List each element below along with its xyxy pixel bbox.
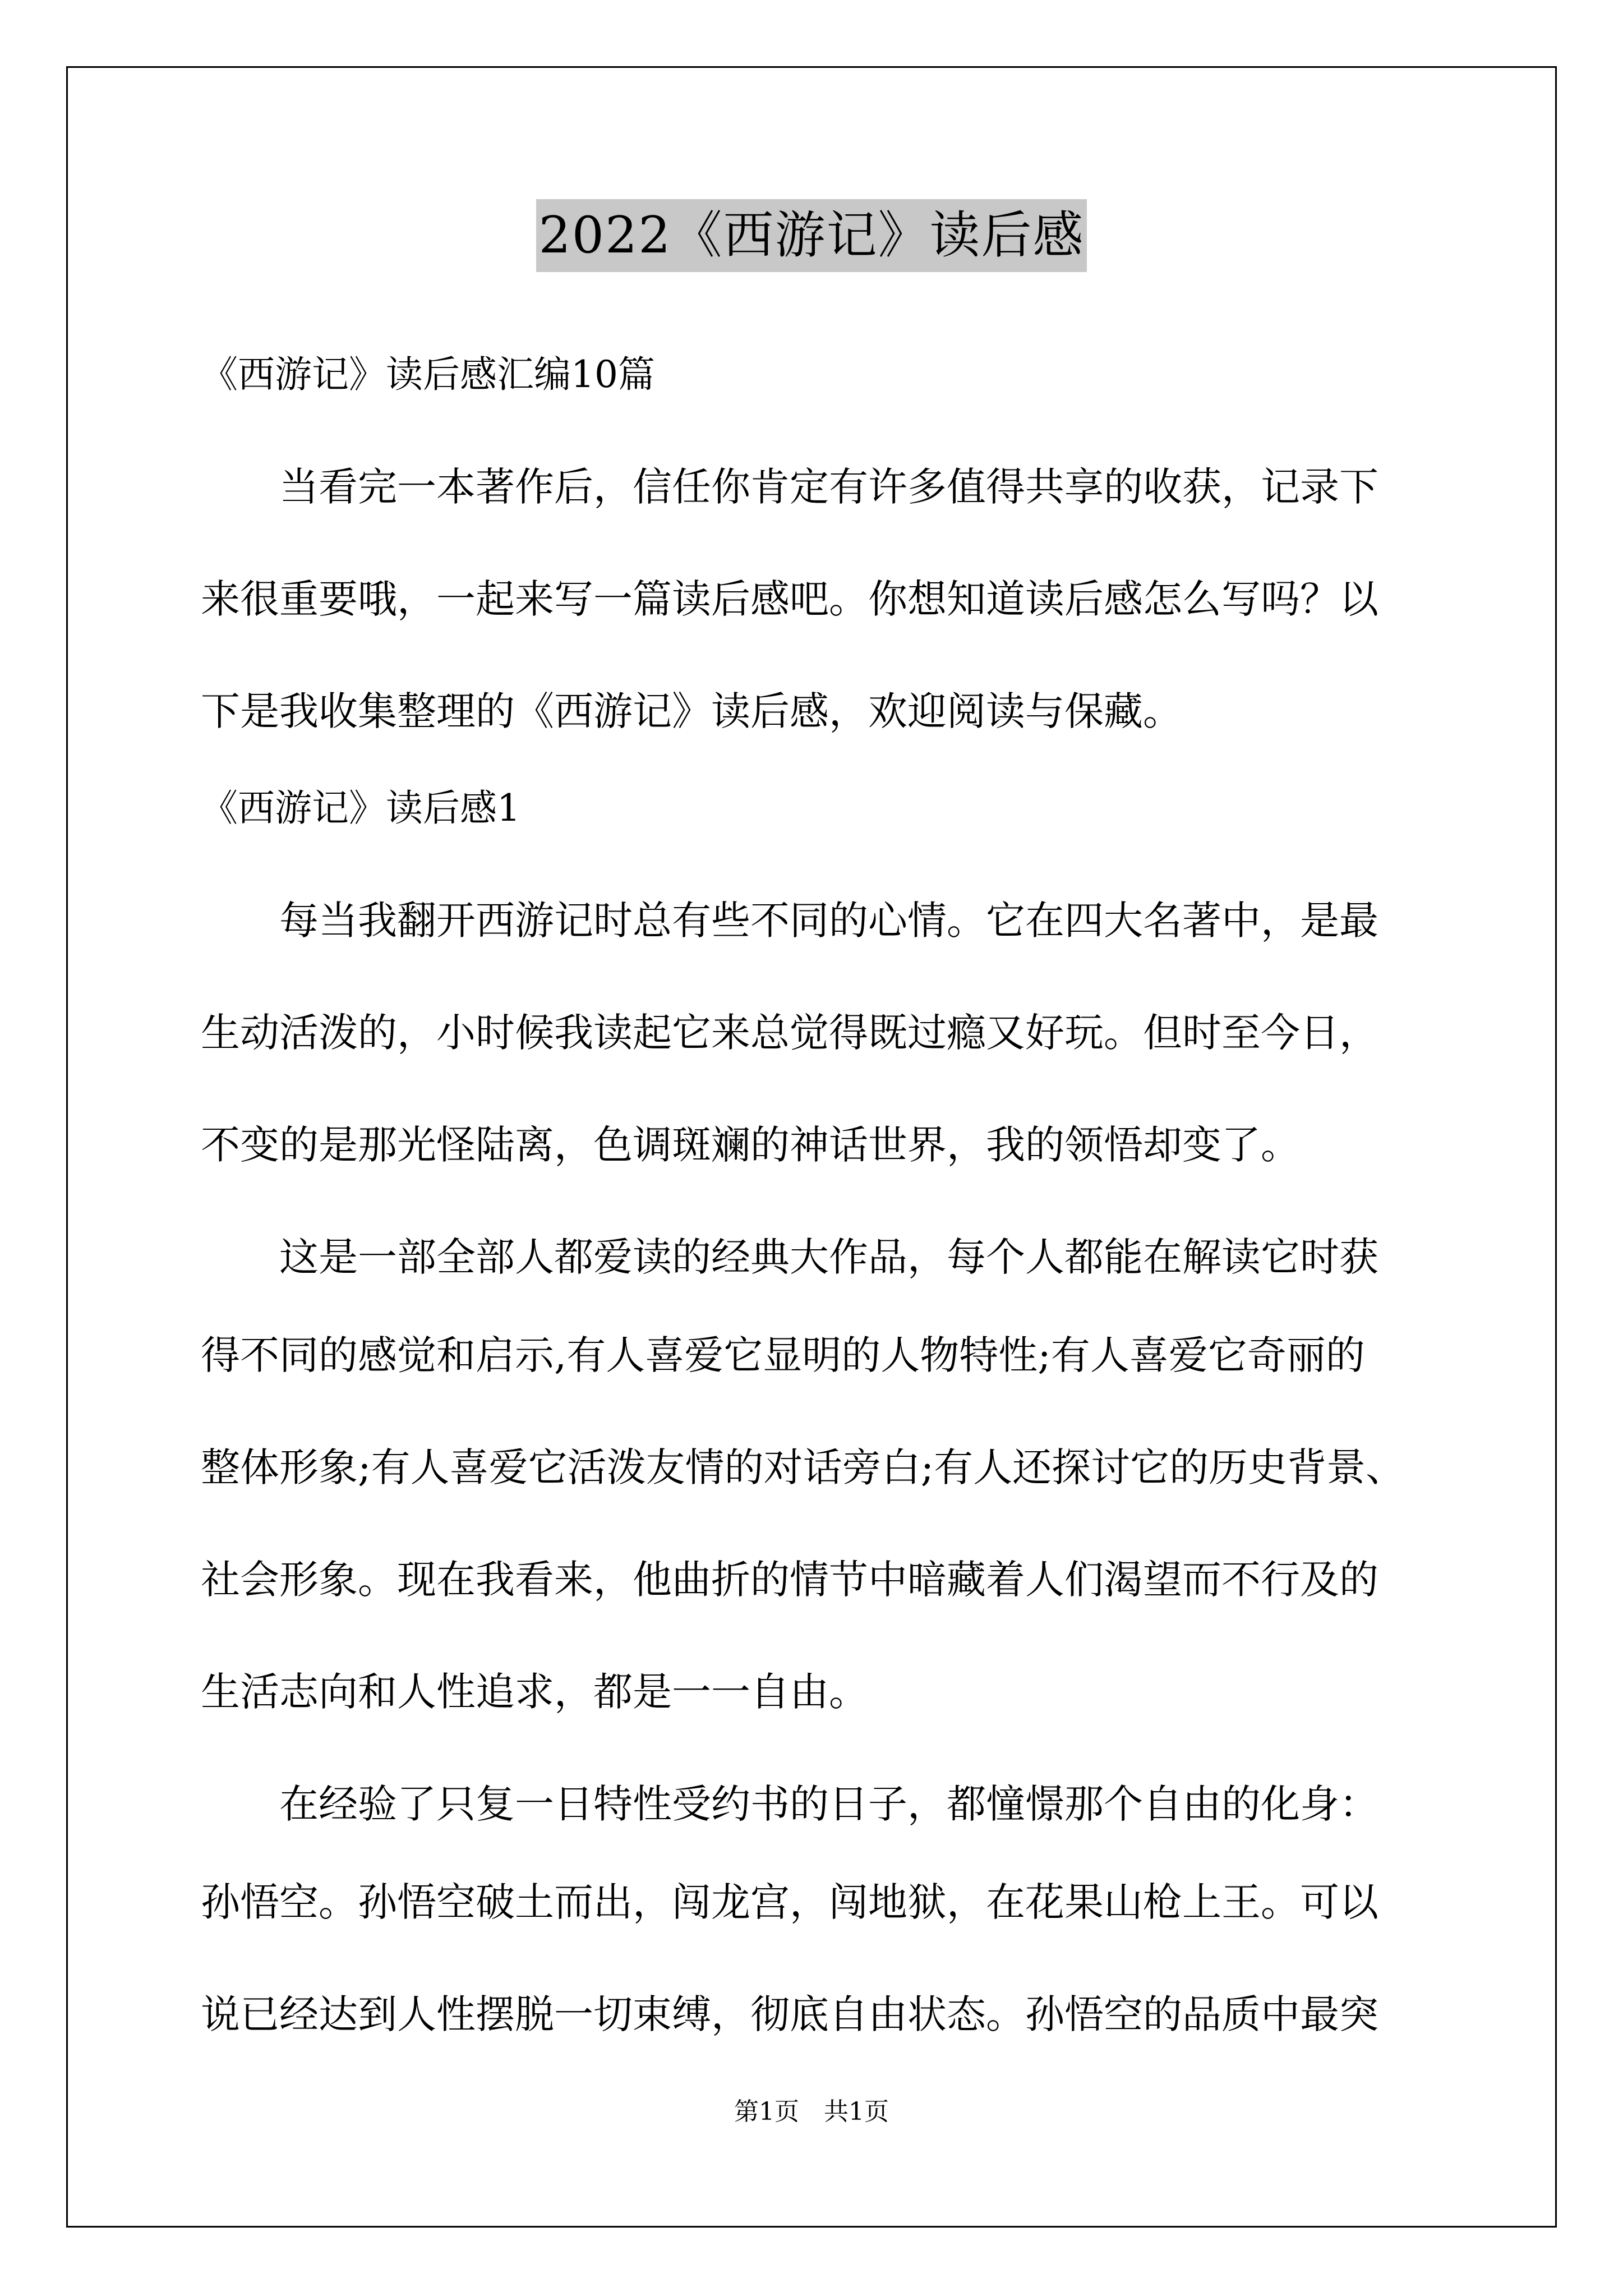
body-line-11: 说已经达到人性摆脱一切束缚，彻底自由状态。孙悟空的品质中最突 [201, 1991, 1378, 2037]
intro-line-1: 当看完一本著作后，信任你肯定有许多值得共享的收获，记录下 [201, 464, 1378, 510]
document-subtitle: 《西游记》读后感汇编10篇 [201, 353, 655, 396]
body-line-10: 孙悟空。孙悟空破土而出，闯龙宫，闯地狱，在花果山枪上王。可以 [201, 1879, 1378, 1925]
body-line-1: 每当我翻开西游记时总有些不同的心情。它在四大名著中，是最 [201, 898, 1378, 944]
title-container [0, 199, 1623, 272]
body-line-3: 不变的是那光怪陆离，色调斑斓的神话世界，我的领悟却变了。 [201, 1122, 1300, 1168]
body-line-2: 生动活泼的，小时候我读起它来总觉得既过瘾又好玩。但时至今日， [201, 1010, 1378, 1056]
body-line-4: 这是一部全部人都爱读的经典大作品，每个人都能在解读它时获 [201, 1234, 1378, 1280]
body-line-7: 社会形象。现在我看来，他曲折的情节中暗藏着人们渴望而不行及的 [201, 1557, 1378, 1603]
body-line-9: 在经验了只复一日特性受约书的日子，都憧憬那个自由的化身： [201, 1781, 1378, 1827]
intro-line-3: 下是我收集整理的《西游记》读后感，欢迎阅读与保藏。 [201, 688, 1182, 734]
document-title: 2022《西游记》读后感 [536, 199, 1086, 272]
page-footer: 第1页 共1页 [734, 2097, 889, 2126]
body-line-6: 整体形象;有人喜爱它活泼友情的对话旁白;有人还探讨它的历史背景、 [201, 1444, 1405, 1490]
body-line-8: 生活志向和人性追求，都是一一自由。 [201, 1669, 868, 1715]
intro-line-2: 来很重要哦，一起来写一篇读后感吧。你想知道读后感怎么写吗？以 [201, 576, 1378, 622]
body-line-5: 得不同的感觉和启示,有人喜爱它显明的人物特性;有人喜爱它奇丽的 [201, 1332, 1365, 1378]
section-heading: 《西游记》读后感1 [201, 786, 520, 830]
